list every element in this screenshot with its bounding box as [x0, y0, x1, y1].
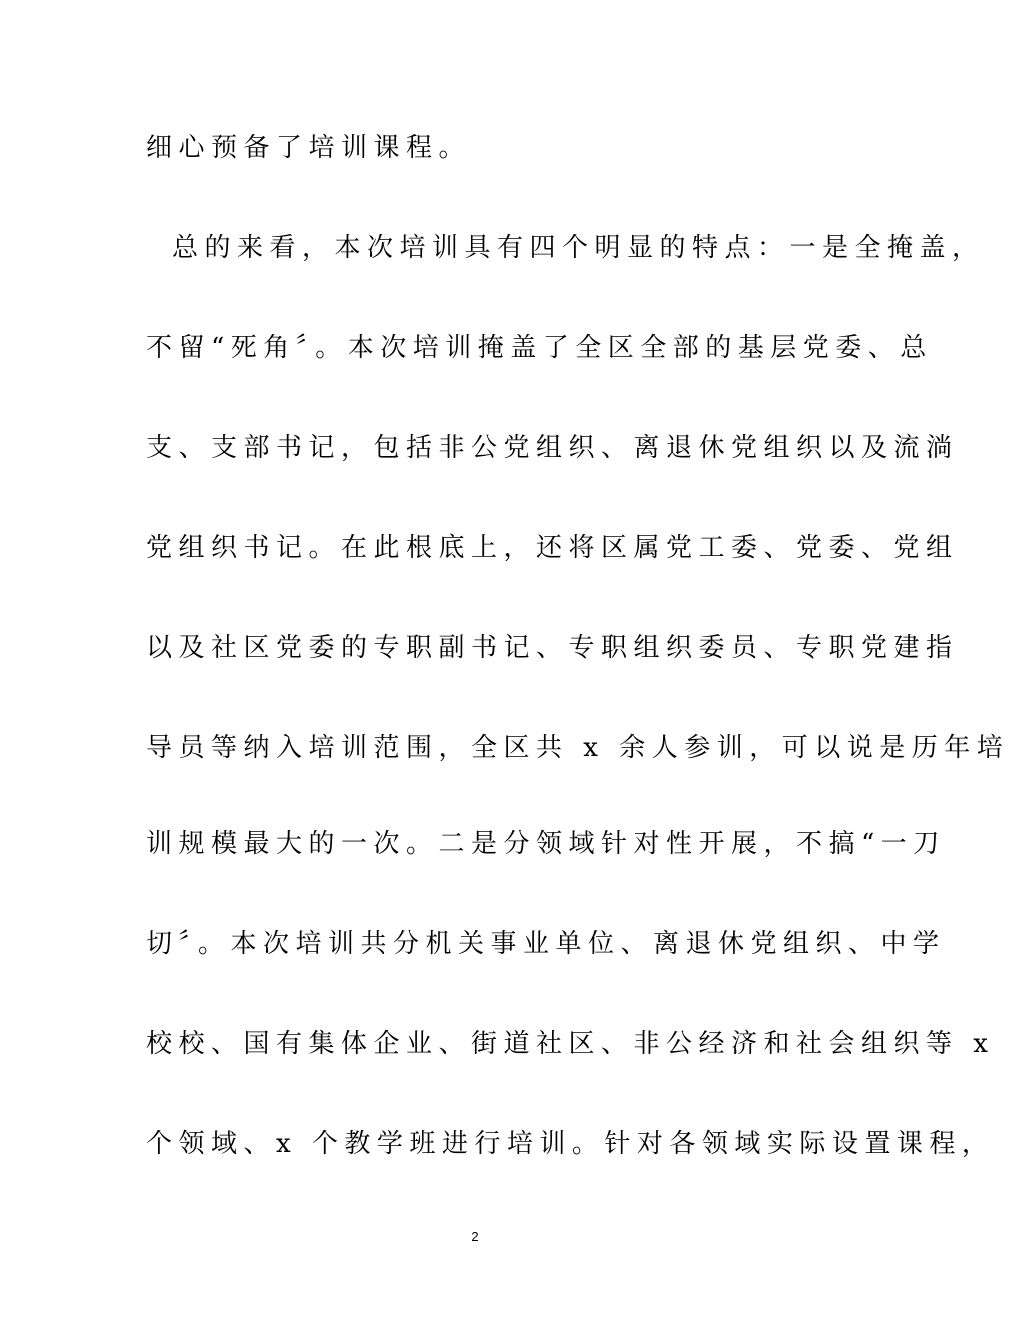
- text-line-3: 不留“死角〞。本次培训掩盖了全区全部的基层党委、总: [146, 333, 933, 363]
- text-line-11: 个领域、x 个教学班进行培训。针对各领域实际设置课程，: [146, 1129, 995, 1159]
- text-line-9: 切〞。本次培训共分机关事业单位、离退休党组织、中学: [146, 929, 946, 959]
- text-line-8: 训规模最大的一次。二是分领域针对性开展，不搞“一刀: [146, 829, 946, 859]
- text-line-10: 校校、国有集体企业、街道社区、非公经济和社会组织等 x: [146, 1029, 995, 1059]
- text-line-1: 细心预备了培训课程。: [146, 133, 472, 163]
- text-line-4: 支、支部书记，包括非公党组织、离退休党组织以及流淌: [146, 433, 959, 463]
- text-line-7: 导员等纳入培训范围，全区共 x 余人参训，可以说是历年培: [146, 733, 1009, 763]
- text-line-6: 以及社区党委的专职副书记、专职组织委员、专职党建指: [146, 633, 959, 663]
- text-line-5: 党组织书记。在此根底上，还将区属党工委、党委、党组: [146, 533, 959, 563]
- page-number: 2: [471, 1229, 479, 1244]
- text-line-2: 总的来看，本次培训具有四个明显的特点：一是全掩盖，: [172, 233, 985, 263]
